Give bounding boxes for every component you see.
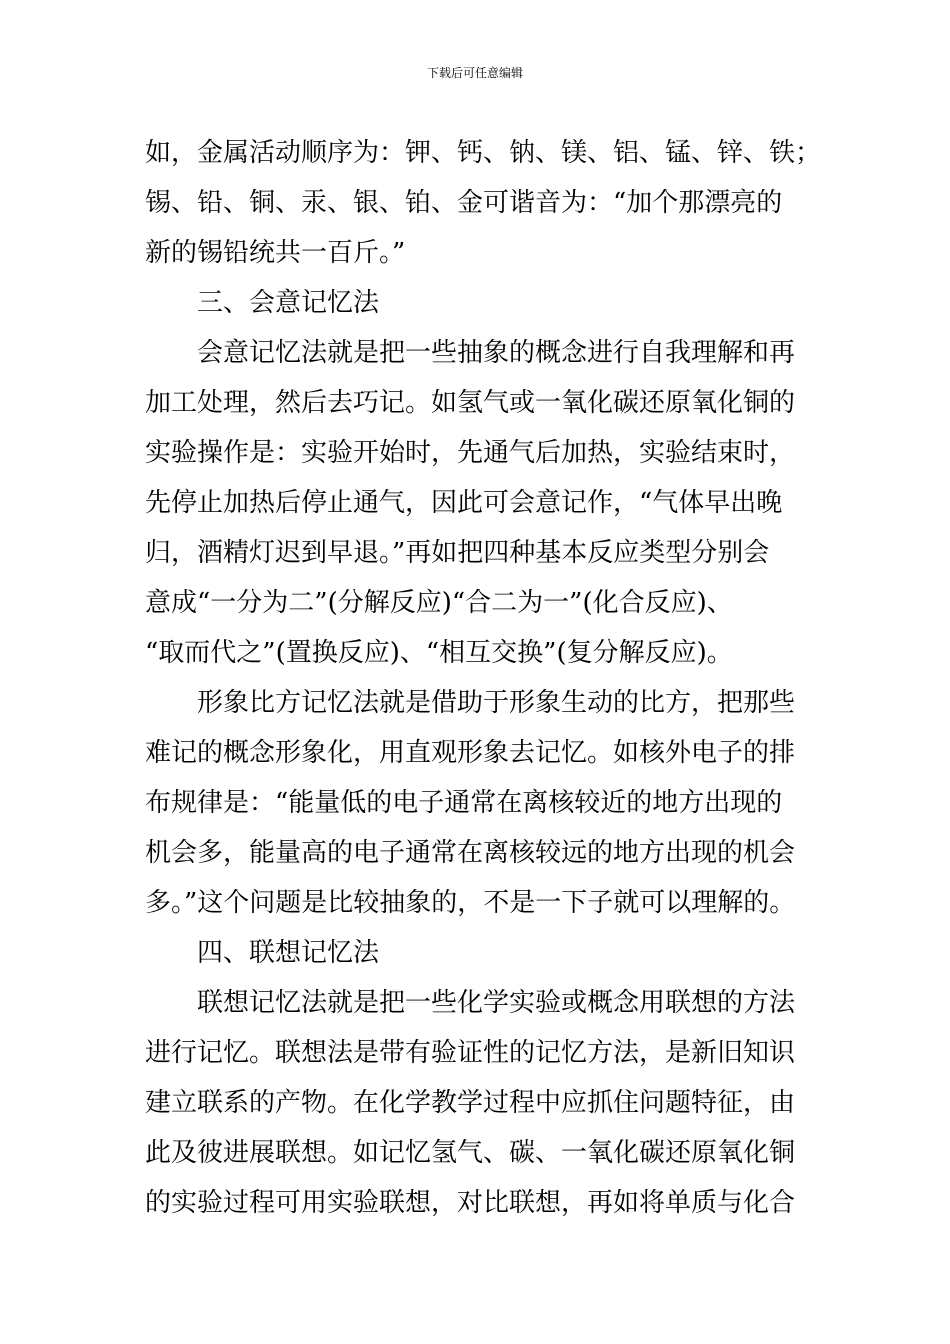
text-line: 加工处理，然后去巧记。如氢气或一氧化碳还原氧化铜的	[145, 388, 796, 418]
text-line: 的实验过程可用实验联想，对比联想，再如将单质与化合	[145, 1188, 796, 1218]
text-line: 意成“一分为二”(分解反应)“合二为一”(化合反应)、	[145, 588, 733, 618]
text-line: 联想记忆法就是把一些化学实验或概念用联想的方法	[197, 988, 796, 1018]
text-line: 归，酒精灯迟到早退。”再如把四种基本反应类型分别会	[145, 538, 770, 568]
text-line: 机会多，能量高的电子通常在离核较远的地方出现的机会	[145, 838, 796, 868]
text-line: 形象比方记忆法就是借助于形象生动的比方，把那些	[197, 688, 796, 718]
heading-text: 三、会意记忆法	[197, 288, 380, 318]
text-line: 难记的概念形象化，用直观形象去记忆。如核外电子的排	[145, 738, 796, 768]
heading-text: 四、联想记忆法	[197, 938, 380, 968]
text-line: 此及彼进展联想。如记忆氢气、碳、一氧化碳还原氧化铜	[145, 1138, 796, 1168]
text-line: 如，金属活动顺序为：钾、钙、钠、镁、铝、锰、锌、铁；	[145, 138, 822, 168]
paragraph	[145, 678, 807, 928]
text-line: 锡、铅、铜、汞、银、铂、金可谐音为：“加个那漂亮的	[145, 188, 783, 218]
section-heading	[145, 278, 807, 328]
text-line: 建立联系的产物。在化学教学过程中应抓住问题特征，由	[145, 1088, 796, 1118]
text-line: 实验操作是：实验开始时，先通气后加热，实验结束时，	[145, 438, 796, 468]
section-heading	[145, 928, 807, 978]
text-line: 多。”这个问题是比较抽象的，不是一下子就可以理解的。	[145, 888, 796, 918]
text-line: 进行记忆。联想法是带有验证性的记忆方法，是新旧知识	[145, 1038, 796, 1068]
text-line: 新的锡铅统共一百斤。”	[145, 238, 406, 268]
paragraph	[145, 978, 807, 1228]
paragraph	[145, 328, 807, 678]
text-line: 会意记忆法就是把一些抽象的概念进行自我理解和再	[197, 338, 796, 368]
text-line: 先停止加热后停止通气，因此可会意记作，“气体早出晚	[145, 488, 783, 518]
paragraph-continuation	[145, 128, 822, 278]
text-line: “取而代之”(置换反应)、“相互交换”(复分解反应)。	[145, 638, 733, 668]
document-body	[145, 128, 822, 1228]
text-line: 布规律是：“能量低的电子通常在离核较近的地方出现的	[145, 788, 783, 818]
page-header: 下载后可任意编辑	[426, 66, 523, 80]
